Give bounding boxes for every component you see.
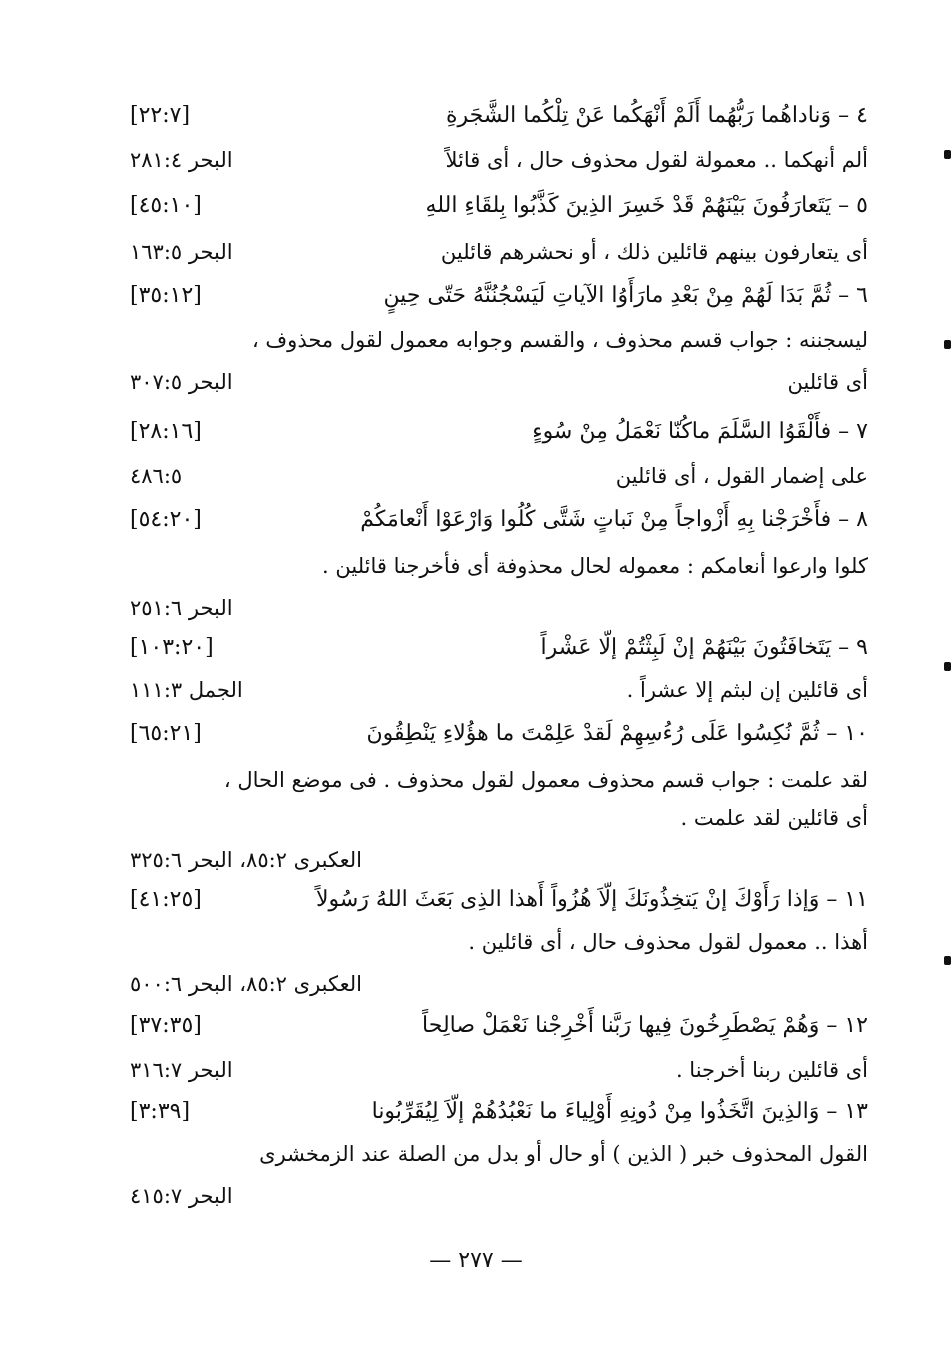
verse-text: ١٣ – وَالذِينَ اتَّخَذُوا مِنْ دُونِهِ أَوْلِياءَ ما نَعْبُدُهُمْ إلّاَ لِيُقَرِّبُونا xyxy=(371,1099,868,1124)
verse-reference: [٤١:٢٥] xyxy=(130,887,202,912)
verse-reference: [٣:٣٩] xyxy=(130,1099,191,1124)
verse-reference: [٣٧:٣٥] xyxy=(130,1013,202,1038)
commentary-text: القول المحذوف خبر ( الذين ) أو حال أو بدل من الصلة عند الزمخشرى xyxy=(259,1142,868,1166)
verse-line xyxy=(130,500,868,540)
verse-text: ٦ – ثُمَّ بَدَا لَهُمْ مِنْ بَعْدِ مارَأَوُا الآياتِ لَيَسْجُنُنَّهُ حَتّى حِينٍ xyxy=(383,283,868,308)
source-line xyxy=(130,1176,868,1216)
source-citation: ٤٨٦:٥ xyxy=(130,464,183,488)
commentary-line xyxy=(130,362,868,402)
commentary-line xyxy=(130,798,868,838)
verse-text: ٧ – فأَلْقَوُا السَّلَمَ ماكُنّا نَعْمَلُ مِنْ سُوءٍ xyxy=(532,419,868,444)
verse-text: ٨ – فأَخْرَجْنا بِهِ أَزْواجاً مِنْ نَباتٍ شَتَّى كُلُوا وَارْعَوْا أَنْعامَكُمْ xyxy=(360,507,868,532)
verse-line xyxy=(130,880,868,920)
source-citation: البحر ٢٥١:٦ xyxy=(130,596,233,620)
commentary-line xyxy=(130,760,868,800)
source-citation: العكبرى ٨٥:٢، البحر ٥٠٠:٦ xyxy=(130,972,362,996)
commentary-text: أى قائلين إن لبثم إلا عشراً . xyxy=(626,678,868,702)
verse-text: ٥ – يَتَعارَفُونَ بَيْنَهُمْ قَدْ خَسِرَ الذِينَ كَذَّبُوا بِلقَاءِ اللهِ xyxy=(425,193,868,218)
source-citation: العكبرى ٨٥:٢، البحر ٣٢٥:٦ xyxy=(130,848,362,872)
verse-reference: [٥٤:٢٠] xyxy=(130,507,202,532)
verse-text: ١١ – وَإذا رَأَوْكَ إنْ يَتخِذُونَكَ إلّاَ هُزُواً أَهذا الذِى بَعَثَ اللهُ رَسُولاً xyxy=(315,887,868,912)
source-citation: البحر ٤١٥:٧ xyxy=(130,1184,233,1208)
commentary-text: ليسجننه : جواب قسم محذوف ، والقسم وجوابه معمول لقول محذوف ، xyxy=(251,328,868,352)
source-line xyxy=(130,840,868,880)
verse-line xyxy=(130,1006,868,1046)
page-number: — ٢٧٧ — xyxy=(429,1248,523,1273)
commentary-text: أى قائلين xyxy=(787,370,868,394)
source-line xyxy=(130,588,868,628)
verse-line xyxy=(130,276,868,316)
verse-line xyxy=(130,714,868,754)
commentary-line xyxy=(130,140,868,180)
source-citation: البحر ٣٠٧:٥ xyxy=(130,370,233,394)
commentary-text: لقد علمت : جواب قسم محذوف معمول لقول محذوف . فى موضع الحال ، xyxy=(223,768,868,792)
source-line xyxy=(130,964,868,1004)
verse-line xyxy=(130,186,868,226)
source-citation: البحر ٢٨١:٤ xyxy=(130,148,233,172)
source-citation: البحر ٣١٦:٧ xyxy=(130,1058,233,1082)
verse-text: ٩ – يَتَخافَتُونَ بَيْنَهُمْ إنْ لَبِثْتُمْ إلّا عَشْراً xyxy=(540,635,868,660)
commentary-text: أى يتعارفون بينهم قائلين ذلك ، أو نحشرهم قائلين xyxy=(440,240,868,264)
commentary-line xyxy=(130,320,868,360)
verse-reference: [٤٥:١٠] xyxy=(130,193,202,218)
verse-line xyxy=(130,1092,868,1132)
commentary-line xyxy=(130,1050,868,1090)
commentary-line xyxy=(130,1134,868,1174)
commentary-text: أهذا .. معمول لقول محذوف حال ، أى قائلين . xyxy=(468,930,868,954)
verse-line xyxy=(130,628,868,668)
commentary-text: أى قائلين لقد علمت . xyxy=(680,806,868,830)
verse-reference: [٦٥:٢١] xyxy=(130,721,202,746)
commentary-line xyxy=(130,922,868,962)
margin-mark xyxy=(944,956,951,965)
verse-reference: [٢٨:١٦] xyxy=(130,419,202,444)
verse-reference: [١٠٣:٢٠] xyxy=(130,635,214,660)
verse-text: ١٢ – وَهُمْ يَصْطَرِخُونَ فِيها رَبَّنا أَخْرِجْنا نَعْمَلْ صالِحاً xyxy=(422,1013,868,1038)
margin-mark xyxy=(944,662,951,671)
verse-text: ١٠ – ثُمَّ نُكِسُوا عَلَى رُءُسِهِمْ لَقدْ عَلِمْتَ ما هؤُلاءِ يَنْطِقُونَ xyxy=(366,721,868,746)
verse-text: ٤ – وَناداهُما رَبُّهُما أَلَمْ أَنْهَكُما عَنْ تِلْكُما الشَّجَرةِ xyxy=(445,103,868,128)
commentary-line xyxy=(130,546,868,586)
commentary-text: على إضمار القول ، أى قائلين xyxy=(615,464,868,488)
commentary-line xyxy=(130,232,868,272)
margin-mark xyxy=(944,150,951,159)
commentary-line xyxy=(130,456,868,496)
verse-reference: [٢٢:٧] xyxy=(130,103,191,128)
source-citation: البحر ١٦٣:٥ xyxy=(130,240,233,264)
margin-mark xyxy=(944,340,951,349)
commentary-text: كلوا وارعوا أنعامكم : معموله لحال محذوفة أى فأخرجنا قائلين . xyxy=(322,554,868,578)
verse-line xyxy=(130,96,868,136)
commentary-text: ألم أنهكما .. معمولة لقول محذوف حال ، أى قائلاً xyxy=(445,148,868,172)
commentary-line xyxy=(130,670,868,710)
verse-line xyxy=(130,412,868,452)
source-citation: الجمل ١١١:٣ xyxy=(130,678,243,702)
verse-reference: [٣٥:١٢] xyxy=(130,283,202,308)
commentary-text: أى قائلين ربنا أخرجنا . xyxy=(675,1058,868,1082)
